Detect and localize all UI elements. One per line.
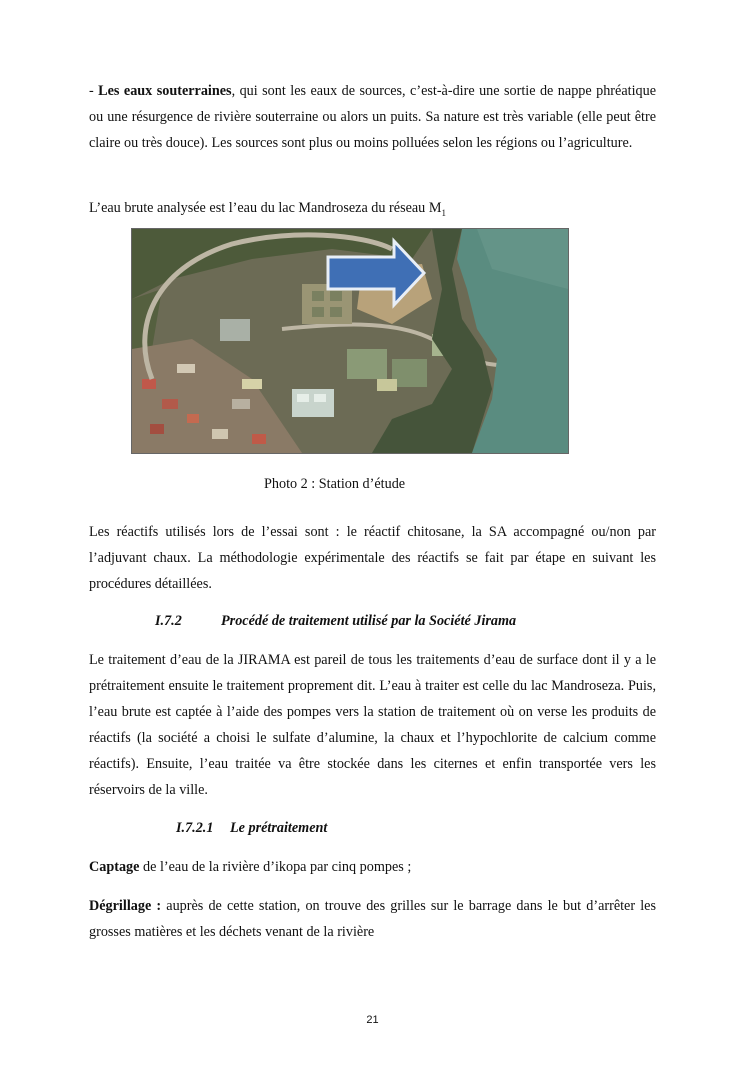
- paragraph-text: , qui sont les eaux de sources, c’est-à-dire une sortie de nappe phréatique ou une résurgence de rivière souterraine ou alors un puits. Sa nature est très variable (elle peut être claire ou très douce). Les sources sont plus ou moins polluées selon les régions ou l’agriculture.: [89, 83, 656, 151]
- paragraph-treatment: [89, 647, 656, 803]
- paragraph-text: L’eau brute analysée est l’eau du lac Mandroseza du réseau M: [89, 200, 442, 216]
- paragraph-degrillage: [89, 893, 656, 945]
- paragraph-text: de l’eau de la rivière d’ikopa par cinq pompes ;: [139, 859, 412, 875]
- bold-term-groundwater: Les eaux souterraines: [98, 83, 232, 99]
- paragraph-text: auprès de cette station, on trouve des grilles sur le barrage dans le but d’arrêter les grosses matières et les déchets venant de la rivière: [89, 898, 656, 940]
- subscript: 1: [441, 207, 446, 218]
- paragraph-reagents: [89, 519, 656, 597]
- photo-caption: Photo 2 : Station d’étude: [264, 476, 406, 492]
- heading-number: I.7.2.1: [176, 820, 214, 836]
- bullet: -: [89, 83, 99, 99]
- bold-term-degrillage: Dégrillage :: [89, 898, 162, 914]
- aerial-photo-station: [131, 228, 569, 454]
- heading-title: Procédé de traitement utilisé par la Société Jirama: [221, 613, 517, 629]
- paragraph-raw-water: [89, 196, 656, 225]
- paragraph-text: Les réactifs utilisés lors de l’essai sont : le réactif chitosane, la SA accompagné ou/non par l’adjuvant chaux. La méthodologie expérimentale des réactifs se fait par étape en suivant les procédures détaillées.: [89, 524, 656, 592]
- paragraph-text: Le traitement d’eau de la JIRAMA est pareil de tous les traitements d’eau de surface dont il y a le prétraitement ensuite le traitement proprement dit. L’eau à traiter est celle du lac Mandroseza. Puis, l’eau brute est captée à l’aide des pompes vers la station de traitement où on verse les produits de réactifs (la société a choisi le sulfate d’alumine, la chaux et l’hypochlorite de calcium comme réactifs). Ensuite, l’eau traitée va être stockée dans les citernes et enfin transportée vers les réservoirs de la ville.: [89, 652, 656, 798]
- section-heading-1-7-2-1: [176, 818, 327, 838]
- paragraph-groundwater: [89, 78, 656, 156]
- page-number: 21: [366, 1014, 379, 1026]
- paragraph-captage: [89, 855, 656, 879]
- bold-term-captage: Captage: [89, 859, 140, 875]
- heading-title: Le prétraitement: [230, 820, 328, 836]
- section-heading-1-7-2: [155, 611, 516, 631]
- heading-number: I.7.2: [155, 613, 182, 629]
